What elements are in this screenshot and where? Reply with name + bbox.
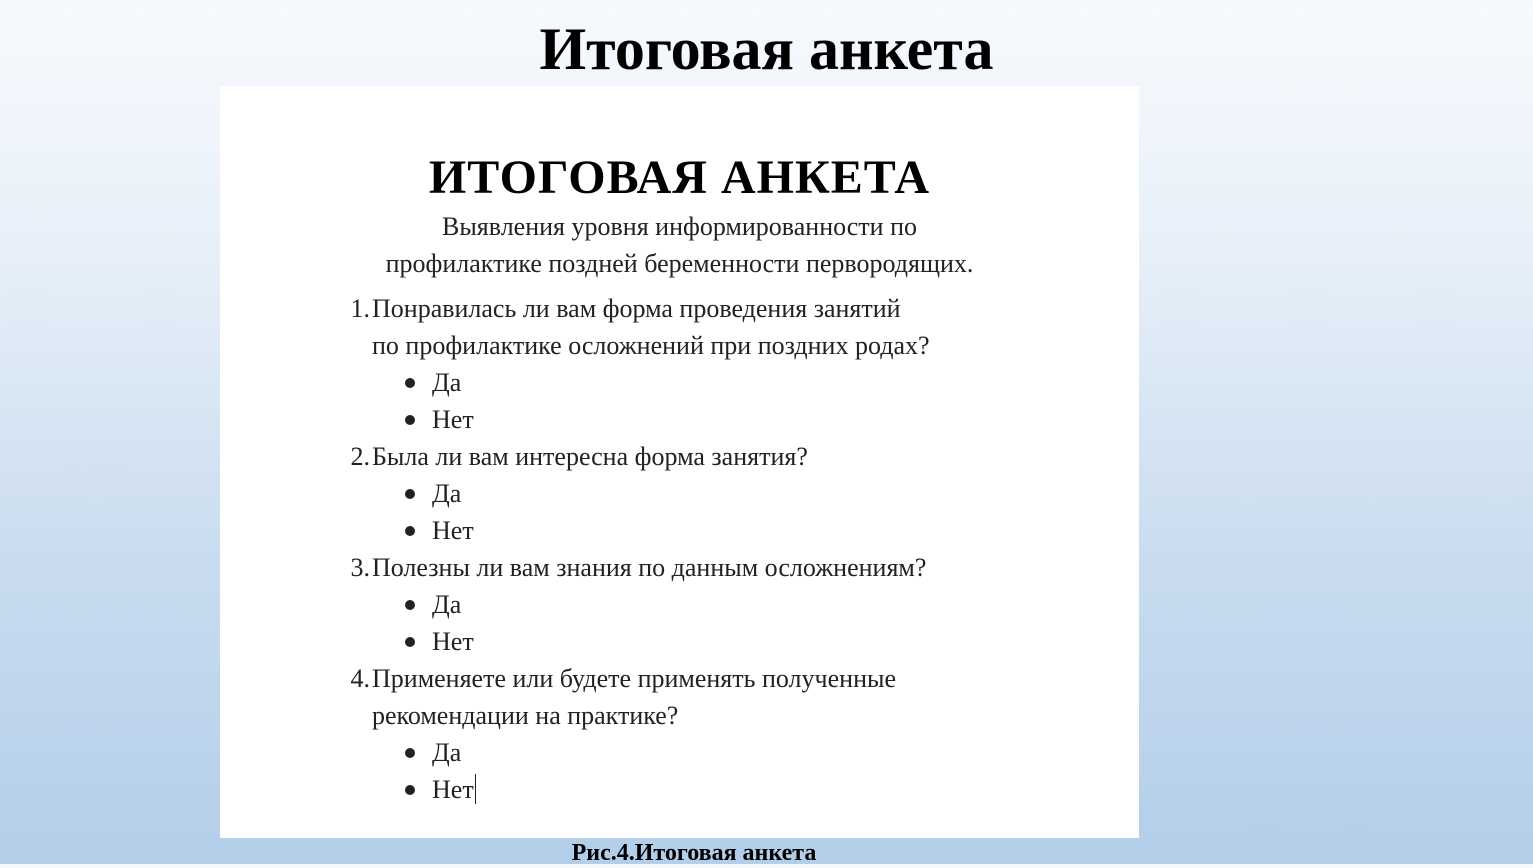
subtitle-line-2: профилактике поздней беременности первородящих. bbox=[385, 249, 974, 278]
option-label: Нет bbox=[432, 405, 474, 434]
bullet-icon bbox=[405, 748, 415, 758]
option-label: Да bbox=[432, 738, 462, 767]
question-text-line-2: рекомендации на практике? bbox=[372, 701, 679, 730]
document-subtitle bbox=[220, 208, 1139, 282]
question-4 bbox=[340, 660, 1130, 808]
question-text-line-1: Понравилась ли вам форма проведения занятий bbox=[372, 294, 901, 323]
question-list bbox=[340, 290, 1130, 808]
question-number: 2. bbox=[350, 442, 370, 471]
bullet-icon bbox=[405, 526, 415, 536]
option-label: Нет bbox=[432, 775, 474, 804]
question-2 bbox=[340, 438, 1130, 549]
question-number: 4. bbox=[350, 664, 370, 693]
bullet-icon bbox=[405, 415, 415, 425]
slide-title-text: Итоговая анкета bbox=[539, 16, 994, 82]
question-text-line-1: Применяете или будете применять полученные bbox=[372, 664, 896, 693]
option-yes bbox=[432, 475, 1130, 512]
option-list bbox=[340, 586, 1130, 660]
question-number: 1. bbox=[350, 294, 370, 323]
option-label: Нет bbox=[432, 516, 474, 545]
question-number: 3. bbox=[350, 553, 370, 582]
option-label: Да bbox=[432, 479, 462, 508]
option-label: Нет bbox=[432, 627, 474, 656]
option-no bbox=[432, 401, 1130, 438]
subtitle-line-1: Выявления уровня информированности по bbox=[442, 212, 917, 241]
document-title: ИТОГОВАЯ АНКЕТА bbox=[428, 151, 931, 204]
option-no bbox=[432, 771, 1130, 808]
questionnaire-document bbox=[220, 86, 1139, 838]
question-text-line-1: Была ли вам интересна форма занятия? bbox=[372, 442, 808, 471]
figure-caption: Рис.4.Итоговая анкета bbox=[571, 840, 817, 866]
option-list bbox=[340, 734, 1130, 808]
bullet-icon bbox=[405, 785, 415, 795]
question-text-line-2: по профилактике осложнений при поздних родах? bbox=[372, 331, 930, 360]
option-list bbox=[340, 364, 1130, 438]
bullet-icon bbox=[405, 489, 415, 499]
question-text-line-1: Полезны ли вам знания по данным осложнениям? bbox=[372, 553, 927, 582]
bullet-icon bbox=[405, 378, 415, 388]
option-no bbox=[432, 512, 1130, 549]
option-yes bbox=[432, 734, 1130, 771]
option-yes bbox=[432, 364, 1130, 401]
option-yes bbox=[432, 586, 1130, 623]
bullet-icon bbox=[405, 637, 415, 647]
question-1 bbox=[340, 290, 1130, 438]
option-label: Да bbox=[432, 368, 462, 397]
option-label: Да bbox=[432, 590, 462, 619]
option-list bbox=[340, 475, 1130, 549]
question-3 bbox=[340, 549, 1130, 660]
bullet-icon bbox=[405, 600, 415, 610]
slide-title bbox=[0, 10, 1533, 88]
text-cursor bbox=[475, 774, 476, 804]
option-no bbox=[432, 623, 1130, 660]
